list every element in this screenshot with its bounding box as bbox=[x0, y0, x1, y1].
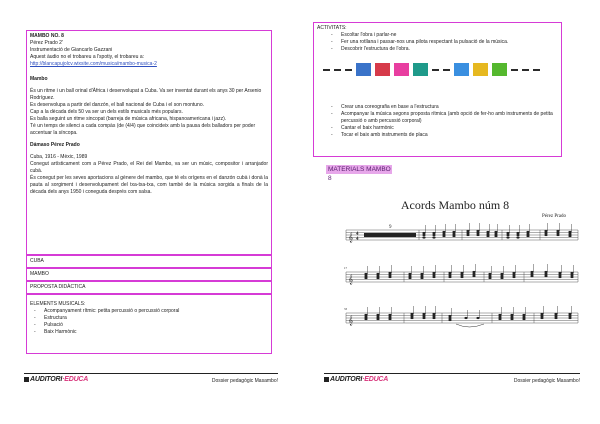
right-page bbox=[300, 0, 600, 424]
note-head bbox=[466, 234, 469, 236]
note-head bbox=[494, 233, 497, 235]
note-head bbox=[452, 231, 455, 233]
composer-label: Pérez Prado bbox=[541, 214, 566, 219]
note-head bbox=[422, 313, 425, 315]
note-head bbox=[522, 314, 525, 316]
section-perez-prado-title: Dámaso Pérez Prado bbox=[30, 142, 80, 148]
note-head bbox=[554, 317, 557, 319]
note-head bbox=[376, 275, 379, 277]
materials-title: MATERIALS MAMBO 8 bbox=[328, 166, 391, 182]
dossier-label: Dossier pedagògic Masambo! bbox=[211, 378, 278, 384]
note-head bbox=[512, 276, 515, 278]
note-head bbox=[506, 232, 509, 234]
note-head bbox=[510, 314, 513, 316]
note-head bbox=[554, 315, 557, 317]
note-head bbox=[498, 314, 501, 316]
note-head bbox=[568, 317, 571, 319]
note-head bbox=[540, 315, 543, 317]
note-head bbox=[568, 233, 571, 235]
note-head bbox=[516, 234, 519, 236]
note-head bbox=[460, 272, 463, 274]
note-head bbox=[556, 232, 559, 234]
list-item: - Crear una coreografia en base a l'estructura bbox=[327, 104, 558, 111]
list-item: - Cantar el baix harmònic bbox=[327, 125, 558, 132]
note-head bbox=[476, 317, 479, 319]
note-head bbox=[448, 319, 451, 321]
note-head bbox=[486, 235, 489, 237]
note-head bbox=[408, 275, 411, 277]
note-head bbox=[410, 313, 413, 315]
svg-text:17: 17 bbox=[344, 266, 347, 270]
note-head bbox=[522, 316, 525, 318]
mambo-paragraph-5: Té un temps de silenci a cada compàs (de (4/4) que coincideix amb la pausa dels balladors per poder accentuar la síncopa. bbox=[30, 123, 256, 136]
note-head bbox=[516, 236, 519, 238]
note-head bbox=[448, 315, 451, 317]
note-head bbox=[498, 316, 501, 318]
note-head bbox=[558, 272, 561, 274]
note-head bbox=[422, 236, 425, 238]
list-item: - Escoltar l'obra i parlar-ne bbox=[327, 32, 558, 39]
note-head bbox=[364, 314, 367, 316]
note-head bbox=[460, 276, 463, 278]
note-head bbox=[494, 231, 497, 233]
note-head bbox=[498, 318, 501, 320]
structure-dash bbox=[522, 69, 529, 71]
svg-text:𝄞: 𝄞 bbox=[348, 315, 354, 325]
note-head bbox=[522, 318, 525, 320]
structure-dash bbox=[323, 69, 330, 71]
structure-block bbox=[473, 63, 488, 76]
structure-block bbox=[375, 63, 390, 76]
note-head bbox=[422, 234, 425, 236]
list-item: - Baix Harmònic bbox=[30, 329, 268, 336]
logo-text-b: ·EDUCA bbox=[362, 376, 389, 383]
note-head bbox=[500, 277, 503, 279]
note-head bbox=[388, 318, 391, 320]
mambo-info-box bbox=[26, 30, 272, 255]
mambo-paragraph-4: Es balla seguint un ritme sincopat (barreja de música africana, hispanoamericana i jazz). bbox=[30, 116, 227, 122]
note-head bbox=[422, 315, 425, 317]
note-head bbox=[500, 275, 503, 277]
note-head bbox=[570, 272, 573, 274]
note-head bbox=[556, 234, 559, 236]
list-item: - Fer una rotllana i passar-nos una pilota respectant la pulsació de la música. bbox=[327, 39, 558, 46]
note-head bbox=[554, 313, 557, 315]
activitats-box bbox=[313, 22, 562, 157]
note-head bbox=[570, 274, 573, 276]
note-head bbox=[364, 273, 367, 275]
mambo-paragraph-2: Es desenvolupa a partir del danzón, el ball nacional de Cuba i el son montuno. bbox=[30, 102, 205, 108]
elements-title: ELEMENTS MUSICALS: bbox=[30, 301, 86, 307]
note-head bbox=[556, 230, 559, 232]
logo-text-b: ·EDUCA bbox=[62, 376, 89, 383]
mambo-paragraph-1: És un ritme i un ball orinal d'Àfrica i desenvolupat a Cuba. Va ser inventat durant els anys 30 per Arsenio Rodríguez. bbox=[30, 88, 262, 101]
svg-text:4: 4 bbox=[356, 232, 359, 237]
list-item: - Acompanyament rítmic: petita percussió o percussió corporal bbox=[30, 308, 268, 315]
note-head bbox=[388, 274, 391, 276]
note-head bbox=[506, 236, 509, 238]
note-head bbox=[512, 272, 515, 274]
activitats-list-bottom bbox=[327, 104, 558, 139]
note-head bbox=[570, 276, 573, 278]
note-head bbox=[388, 314, 391, 316]
score-title: Acords Mambo núm 8 bbox=[400, 198, 510, 212]
svg-text:𝄞: 𝄞 bbox=[348, 274, 354, 284]
author-line: Pérez Prado 2' bbox=[30, 40, 63, 46]
note-head bbox=[364, 277, 367, 279]
note-head bbox=[410, 317, 413, 319]
note-head bbox=[472, 273, 475, 275]
structure-block bbox=[454, 63, 469, 76]
svg-text:𝄞: 𝄞 bbox=[348, 232, 354, 242]
note-head bbox=[376, 318, 379, 320]
note-head bbox=[422, 317, 425, 319]
note-head bbox=[448, 272, 451, 274]
note-head bbox=[530, 273, 533, 275]
note-head bbox=[544, 230, 547, 232]
note-head bbox=[544, 271, 547, 273]
note-head bbox=[376, 277, 379, 279]
elements-list bbox=[30, 308, 268, 336]
auditori-logo bbox=[324, 376, 388, 383]
note-head bbox=[432, 236, 435, 238]
svg-text:4: 4 bbox=[356, 237, 359, 242]
structure-dash bbox=[432, 69, 439, 71]
field-proposta bbox=[26, 281, 272, 294]
note-head bbox=[464, 317, 467, 319]
note-head bbox=[530, 275, 533, 277]
note-head bbox=[452, 235, 455, 237]
note-head bbox=[494, 235, 497, 237]
note-head bbox=[442, 233, 445, 235]
note-head bbox=[420, 277, 423, 279]
field-cuba-text: CUBA bbox=[30, 258, 44, 264]
prado-paragraph-1: Conegut artísticament com a Pérez Prado, el Rei del Mambo, va ser un músic, compositor i arranjador cubà. bbox=[30, 161, 268, 174]
note-head bbox=[364, 275, 367, 277]
note-head bbox=[488, 277, 491, 279]
field-proposta-text: PROPOSTA DIDÀCTICA bbox=[30, 284, 86, 290]
note-head bbox=[540, 313, 543, 315]
structure-diagram bbox=[323, 60, 558, 82]
structure-block bbox=[413, 63, 428, 76]
note-head bbox=[408, 273, 411, 275]
note-head bbox=[376, 314, 379, 316]
note-head bbox=[476, 232, 479, 234]
right-footer bbox=[324, 373, 580, 387]
auditori-logo bbox=[24, 376, 88, 383]
note-head bbox=[448, 317, 451, 319]
note-head bbox=[506, 234, 509, 236]
prado-dates: Cuba, 1916 - Mèxic, 1989 bbox=[30, 154, 88, 160]
note-head bbox=[432, 274, 435, 276]
note-head bbox=[476, 234, 479, 236]
note-head bbox=[530, 271, 533, 273]
structure-dash bbox=[345, 69, 352, 71]
note-head bbox=[544, 273, 547, 275]
note-head bbox=[568, 235, 571, 237]
structure-block bbox=[356, 63, 371, 76]
structure-dash bbox=[334, 69, 341, 71]
activitats-title: ACTIVITATS: bbox=[317, 25, 347, 31]
note-head bbox=[376, 316, 379, 318]
logo-mark-icon bbox=[24, 377, 29, 382]
mambo-title: MAMBO NO. 8 bbox=[30, 33, 64, 39]
note-head bbox=[432, 313, 435, 315]
section-mambo-title: Mambo bbox=[30, 76, 48, 82]
note-head bbox=[420, 273, 423, 275]
note-head bbox=[466, 230, 469, 232]
structure-block bbox=[492, 63, 507, 76]
note-head bbox=[364, 318, 367, 320]
activitats-list-top bbox=[327, 32, 558, 53]
field-mambo-text: MAMBO bbox=[30, 271, 49, 277]
note-head bbox=[486, 233, 489, 235]
logo-text-a: AUDITORI bbox=[330, 376, 363, 383]
note-head bbox=[476, 230, 479, 232]
note-head bbox=[544, 275, 547, 277]
note-head bbox=[364, 316, 367, 318]
note-head bbox=[558, 274, 561, 276]
field-mambo bbox=[26, 268, 272, 281]
note-head bbox=[540, 317, 543, 319]
note-head bbox=[432, 234, 435, 236]
note-head bbox=[466, 232, 469, 234]
audio-note: Aquest àudio no el trobareu a l'spotiy, el trobareu a: bbox=[30, 54, 144, 60]
measure-number: 9 bbox=[389, 225, 392, 230]
structure-dash bbox=[443, 69, 450, 71]
structure-dash bbox=[533, 69, 540, 71]
note-head bbox=[442, 235, 445, 237]
note-head bbox=[510, 316, 513, 318]
note-head bbox=[526, 231, 529, 233]
svg-text:33: 33 bbox=[344, 307, 347, 311]
note-head bbox=[512, 274, 515, 276]
structure-dash bbox=[511, 69, 518, 71]
note-head bbox=[432, 276, 435, 278]
staff-1 bbox=[346, 230, 578, 240]
note-head bbox=[432, 315, 435, 317]
field-cuba bbox=[26, 255, 272, 268]
audio-link[interactable]: http://blancapujolcv.wixsite.com/musica/mambo-musica-2 bbox=[30, 61, 157, 67]
note-head bbox=[544, 234, 547, 236]
logo-mark-icon bbox=[324, 377, 329, 382]
note-head bbox=[410, 315, 413, 317]
note-head bbox=[376, 273, 379, 275]
prado-paragraph-2: És conegut per les seves aportacions al gènere del mambo, que té els orígens en el danzón cubà i donà la pauta al sorgiment i desenvolupament del txa-txa-txa, com també de la música sorgida a finals de la dècada dels anys 1950 i coneguda després com salsa. bbox=[30, 175, 268, 195]
sheet-music-score bbox=[344, 220, 580, 340]
structure-block bbox=[394, 63, 409, 76]
note-head bbox=[472, 271, 475, 273]
note-head bbox=[388, 276, 391, 278]
note-head bbox=[408, 277, 411, 279]
note-head bbox=[516, 232, 519, 234]
instrumentation-line: Instrumentació de Giancarlo Gazzani bbox=[30, 47, 113, 53]
note-head bbox=[558, 276, 561, 278]
note-head bbox=[452, 233, 455, 235]
note-head bbox=[432, 232, 435, 234]
logo-text-a: AUDITORI bbox=[30, 376, 63, 383]
note-head bbox=[488, 275, 491, 277]
note-head bbox=[432, 272, 435, 274]
dossier-label: Dossier pedagògic Masambo! bbox=[513, 378, 580, 384]
note-head bbox=[510, 318, 513, 320]
note-head bbox=[432, 317, 435, 319]
note-head bbox=[448, 274, 451, 276]
note-head bbox=[448, 276, 451, 278]
mambo-paragraph-3: Cap a la dècada dels 50 va ser un dels estils musicals més populars. bbox=[30, 109, 183, 115]
note-head bbox=[568, 315, 571, 317]
note-head bbox=[568, 313, 571, 315]
list-item: - Estructura bbox=[30, 315, 268, 322]
note-head bbox=[486, 231, 489, 233]
note-head bbox=[500, 273, 503, 275]
note-head bbox=[488, 273, 491, 275]
note-head bbox=[422, 232, 425, 234]
left-footer bbox=[24, 373, 278, 387]
note-head bbox=[388, 316, 391, 318]
note-head bbox=[460, 274, 463, 276]
note-head bbox=[420, 275, 423, 277]
elements-box bbox=[26, 294, 272, 354]
note-head bbox=[526, 233, 529, 235]
note-head bbox=[472, 275, 475, 277]
staff-3 bbox=[346, 313, 578, 327]
list-item: - Pulsació bbox=[30, 322, 268, 329]
note-head bbox=[442, 231, 445, 233]
note-head bbox=[388, 272, 391, 274]
note-head bbox=[526, 235, 529, 237]
list-item: - Acompanyar la música segons proposta rítmica (amb opció de fer-ho amb instruments de petita percussió o amb percussió corporal) bbox=[327, 111, 558, 125]
note-head bbox=[544, 232, 547, 234]
list-item: - Descobrir l'estructura de l'obra. bbox=[327, 46, 558, 53]
list-item: - Tocar el baix amb instruments de placa bbox=[327, 132, 558, 139]
note-head bbox=[568, 231, 571, 233]
